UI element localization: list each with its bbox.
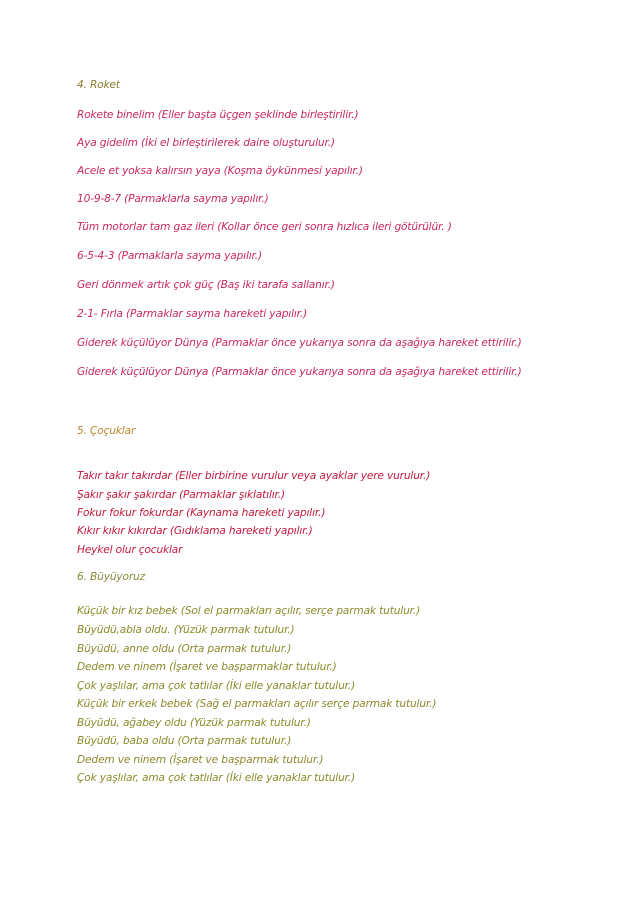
text-line: Giderek küçülüyor Dünya (Parmaklar önce yukarıya sonra da aşağıya hareket ettirilir.) [77, 366, 522, 378]
text-line: Dedem ve ninem (İşaret ve başparmaklar tutulur.) [77, 661, 337, 673]
text-line: Şakır şakır şakırdar (Parmaklar şıklatılır.) [77, 489, 285, 501]
text-line: 6-5-4-3 (Parmaklarla sayma yapılır.) [77, 250, 262, 262]
text-line: Çok yaşlılar, ama çok tatlılar (İki elle yanaklar tutulur.) [77, 772, 356, 784]
text-line: Acele et yoksa kalırsın yaya (Koşma öykünmesi yapılır.) [77, 165, 363, 177]
section-heading: 6. Büyüyoruz [77, 571, 146, 583]
text-line: Dedem ve ninem (İşaret ve başparmak tutulur.) [77, 754, 324, 766]
text-line: Heykel olur çocuklar [77, 544, 183, 556]
section-heading: 5. Çoçuklar [77, 425, 136, 437]
text-line: Küçük bir kız bebek (Sol el parmakları açılır, serçe parmak tutulur.) [77, 605, 421, 617]
text-line: 2-1- Fırla (Parmaklar sayma hareketi yapılır.) [77, 308, 308, 320]
text-line: Büyüdü,abla oldu. (Yüzük parmak tutulur.) [77, 624, 295, 636]
text-line: Rokete binelim (Eller başta üçgen şeklinde birleştirilir.) [77, 109, 359, 121]
text-line: Çok yaşlılar, ama çok tatlılar (İki elle yanaklar tutulur.) [77, 680, 356, 692]
text-line: Giderek küçülüyor Dünya (Parmaklar önce yukarıya sonra da aşağıya hareket ettirilir.) [77, 337, 522, 349]
text-line: Geri dönmek artık çok güç (Baş iki tarafa sallanır.) [77, 279, 335, 291]
text-line: Tüm motorlar tam gaz ileri (Kollar önce geri sonra hızlıca ileri götürülür. ) [77, 221, 452, 233]
text-line: Büyüdü, anne oldu (Orta parmak tutulur.) [77, 643, 292, 655]
text-line: Fokur fokur fokurdar (Kaynama hareketi yapılır.) [77, 507, 326, 519]
text-line: Takır takır takırdar (Eller birbirine vurulur veya ayaklar yere vurulur.) [77, 470, 431, 482]
text-line: Kıkır kıkır kıkırdar (Gıdıklama hareketi yapılır.) [77, 525, 313, 537]
text-line: Küçük bir erkek bebek (Sağ el parmakları açılır serçe parmak tutulur.) [77, 698, 437, 710]
section-heading: 4. Roket [77, 79, 120, 91]
text-line: Büyüdü, baba oldu (Orta parmak tutulur.) [77, 735, 292, 747]
text-line: Aya gidelim (İki el birleştirilerek daire oluşturulur.) [77, 137, 335, 149]
text-line: 10-9-8-7 (Parmaklarla sayma yapılır.) [77, 193, 269, 205]
text-line: Büyüdü, ağabey oldu (Yüzük parmak tutulur.) [77, 717, 311, 729]
